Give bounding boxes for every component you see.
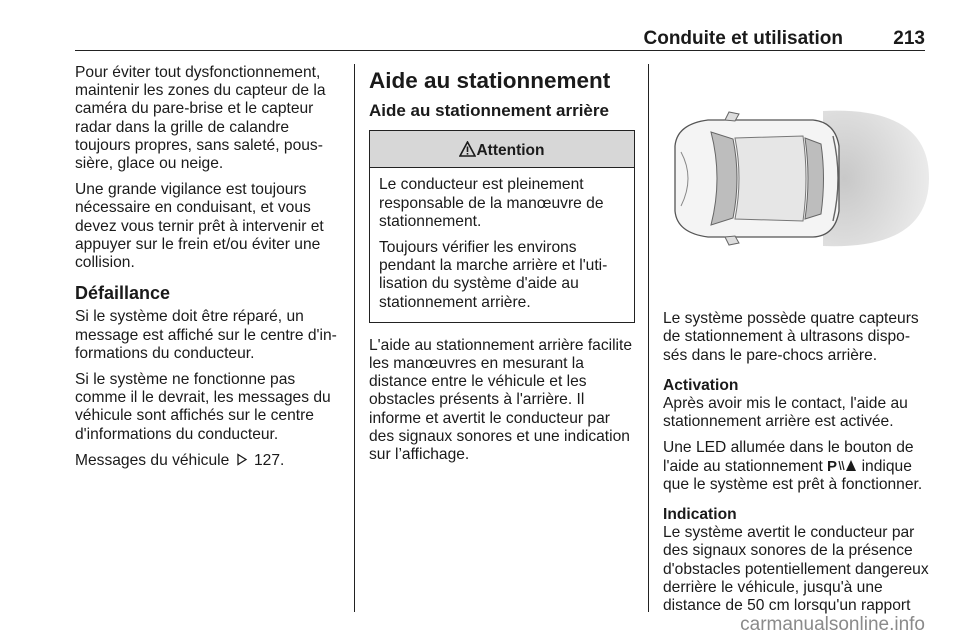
paragraph: Le système avertit le conducteur par des signaux sonores de la présence d'obstacles potentiellement dangereux derrière le véhicule, jusqu'à une distance de 50 cm lorsqu'un rapport xyxy=(663,524,929,615)
paragraph: Une grande vigilance est toujours nécessaire en conduisant, et vous devez vous ternir prêt à intervenir et appuyer sur le frein et/ou éviter une collision. xyxy=(75,181,324,272)
reference-text: Messages du véhicule xyxy=(75,451,230,469)
reference-arrow-icon xyxy=(236,453,248,466)
led-text: Une LED allumée dans le bouton de l'aide au stationnement xyxy=(663,439,914,475)
attention-paragraph: Le conducteur est pleinement responsable de la manœuvre de stationnement. xyxy=(379,176,604,230)
cross-reference xyxy=(75,452,341,470)
page-number: 213 xyxy=(893,28,925,49)
paragraph xyxy=(663,439,929,494)
page-header xyxy=(75,28,925,50)
paragraph: L'aide au stationnement arrière facilite les manœuvres en mesurant la distance entre le véhicule et les obstacles présents à l'arrière. Il informe et avertit le conducteur par des signaux sonores et une indication sur l’affichage. xyxy=(369,336,633,464)
column-divider-2 xyxy=(648,64,649,612)
column-1 xyxy=(75,64,341,478)
paragraph: Si le système ne fonctionne pas comme il le devrait, les messages du véhicule sont affichés sur le centre d'informations du conducteur. xyxy=(75,371,331,443)
paragraph: Après avoir mis le contact, l'aide au stationnement arrière est activée. xyxy=(663,395,908,431)
watermark: carmanualsonline.info xyxy=(740,614,925,635)
svg-text:P: P xyxy=(827,457,838,473)
column-3 xyxy=(663,64,929,623)
paragraph: Si le système doit être réparé, un message est affiché sur le centre d'informations du conducteur. xyxy=(75,308,337,362)
warning-triangle-icon xyxy=(459,141,476,157)
attention-box xyxy=(369,130,635,323)
column-2 xyxy=(369,64,635,472)
led-text-post: indique que le système est prêt à fonctionner. xyxy=(663,457,923,493)
paragraph: Pour éviter tout dysfonctionnement, maintenir les zones du capteur de la caméra du pare-brise et le capteur radar dans la grille de calandre toujours propres, sans saleté, poussière, glace ou neige. xyxy=(75,64,326,173)
attention-header xyxy=(370,131,634,168)
attention-paragraph: Toujours vérifier les environs pendant la marche arrière et l'utilisation du système d'aide au stationnement arrière. xyxy=(379,239,608,311)
section-heading: Aide au stationnement xyxy=(369,68,611,93)
section-title: Conduite et utilisation xyxy=(643,28,843,49)
paragraph: Le système possède quatre capteurs de stationnement à ultrasons disposés dans le pare-chocs arrière. xyxy=(663,310,919,364)
activation-title: Activation xyxy=(663,376,739,394)
indication-title: Indication xyxy=(663,506,737,524)
heading-defaillance: Défaillance xyxy=(75,283,171,304)
header-rule xyxy=(75,50,925,51)
subsection-heading: Aide au stationnement arrière xyxy=(369,101,609,120)
car-rear-sensor-figure xyxy=(663,66,929,291)
attention-label: Attention xyxy=(476,142,545,160)
attention-body xyxy=(370,168,634,321)
reference-page: 127. xyxy=(253,451,285,469)
column-divider-1 xyxy=(354,64,355,612)
park-assist-button-icon xyxy=(827,458,857,473)
